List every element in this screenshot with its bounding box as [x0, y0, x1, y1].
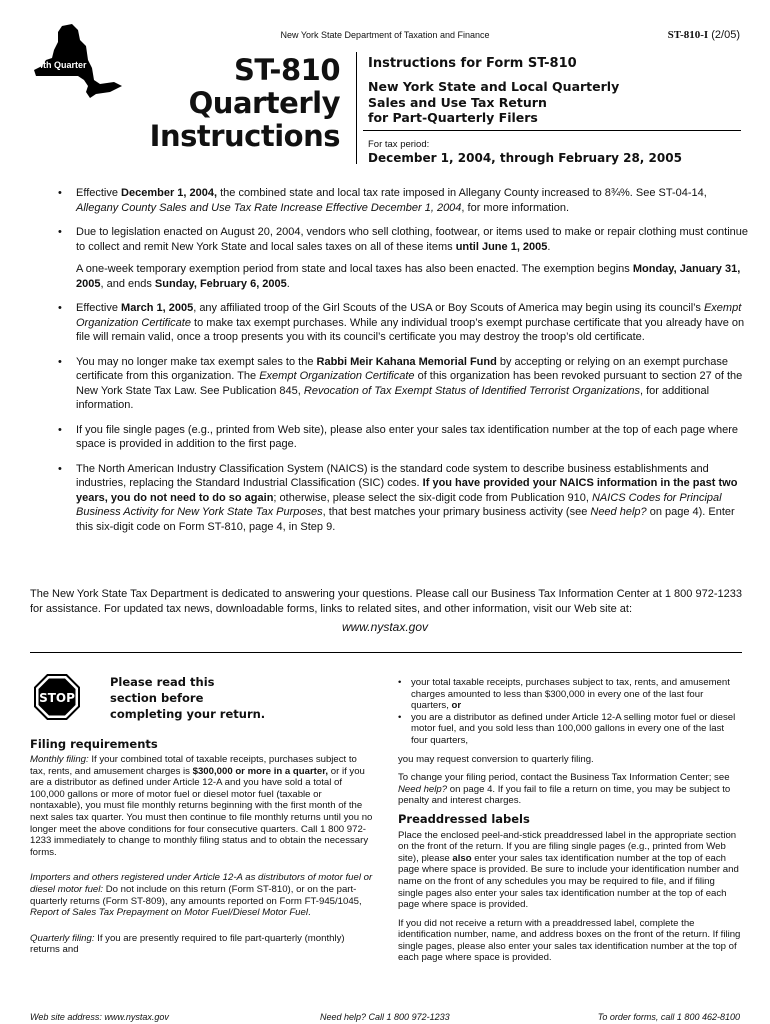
stop-sign-icon [34, 674, 80, 720]
filing-requirements-heading: Filing requirements [30, 737, 158, 751]
form-subtitle: New York State and Local Quarterly Sales and Use Tax Return for Part-Quarterly Filers [368, 79, 620, 125]
quarterly-filing-paragraph: Quarterly filing: If you are presently required to file part-quarterly (monthly) returns and [30, 932, 345, 956]
header-divider-vertical [356, 52, 357, 164]
change-period-paragraph: To change your filing period, contact the Business Tax Information Center; see Need help? on page 4. If you fail to file a return on time, you may be subject to penalty and interest charges. [398, 772, 731, 807]
preaddressed-labels-heading: Preaddressed labels [398, 811, 530, 826]
list-item: • If you file single pages (e.g., printed from Web site), please also enter your sales tax identification number at the top of each page where space is provided in addition to the first page. [58, 423, 739, 450]
list-item: • Due to legislation enacted on August 20, 2004, vendors who sell clothing, footwear, or items used to make or repair clothing must continue to collect and remit New York State and local sales taxes on all of these items until June 1, 2005. [58, 226, 749, 253]
filing-requirements-text [30, 754, 373, 965]
no-label-paragraph: If you did not receive a return with a preaddressed label, complete the identification number, name, and address boxes on the front of the return. If filing single pages, please also enter your sales tax identification number at the top of each page where space is provided. [398, 917, 741, 964]
footer-website: Web site address: www.nystax.gov [30, 1012, 169, 1022]
website-link[interactable]: www.nystax.gov [341, 620, 429, 634]
page-title: ST-810 Quarterly Instructions [149, 53, 340, 153]
right-column-text [398, 677, 741, 971]
section-divider [30, 652, 742, 653]
labels-paragraph: Place the enclosed peel-and-stick preaddressed label in the appropriate section on the front of the return. If you are filing single pages (e.g., printed from Web site), please also enter your sales tax identification number at the top of each page where space is provided. Be sure to include your identification number and name on the front of any schedules you may be required to file, and if filing single pages also enter your sales tax identification number at the top of each page where space is provided. [398, 829, 739, 911]
form-code: ST-810-I (2/05) [667, 29, 740, 41]
stop-sign-text: STOP [39, 691, 75, 705]
department-name: New York State Department of Taxation and Finance [280, 30, 490, 40]
conversion-paragraph: you may request conversion to quarterly filing. [398, 753, 594, 765]
tax-period: December 1, 2004, through February 28, 2005 [368, 151, 682, 165]
list-item-paragraph: A one-week temporary exemption period from state and local taxes has also been enacted. The exemption begins Monday, January 31, 2005, and ends Sunday, February 6, 2005. [76, 263, 741, 290]
list-item: • The North American Industry Classification System (NAICS) is the standard code system to describe business establishments and industries, replacing the Standard Industrial Classification (SIC) codes. If you have provided your NAICS information in the past two years, you do not need to do so again; otherwise, please select the six-digit code from Publication 910, NAICS Codes for Principal Business Activity for New York State Tax Purposes, that best matches your primary business activity (see Need help? on page 4). Enter this six-digit code on Form ST-810, page 4, in Step 9. [58, 462, 738, 533]
header-divider-horizontal [363, 130, 741, 131]
footer-order-forms: To order forms, call 1 800 462-8100 [597, 1012, 740, 1022]
list-item: • Effective March 1, 2005, any affiliated troop of the Girl Scouts of the USA or Boy Scouts of America may begin using its council’s Exempt Organization Certificate to make tax exempt purchases. While any individual troop’s exempt purchase certificate that you already have on file will remain valid, once a troop presents you with its council’s certificate you may destroy the troop’s old certificate. [58, 302, 745, 343]
list-item: • you are a distributor as defined under Article 12-A selling motor fuel or diesel motor fuel, and you sold less than 100,000 gallons in every one of the last four quarters, [398, 711, 736, 746]
importers-paragraph: Importers and others registered under Article 12-A as distributors of motor fuel or diesel motor fuel: Do not include on this return (Form ST-810), or on the part-quarterly returns (Form ST-809), any amounts reported on Form FT-945/1045, Report of Sales Tax Prepayment on Motor Fuel/Diesel Motor Fuel. [30, 872, 373, 919]
list-item: • your total taxable receipts, purchases subject to tax, rents, and amusement charges amounted to less than $300,000 in every one of the last four quarters, or [398, 677, 730, 712]
instructions-heading: Instructions for Form ST-810 [368, 56, 577, 71]
footer-help: Need help? Call 1 800 972-1233 [320, 1012, 450, 1022]
list-item: • Effective December 1, 2004, the combined state and local tax rate imposed in Allegany County increased to 8¾%. See ST-04-14, Allegany County Sales and Use Tax Rate Increase Effective December 1, 2004, for more information. [58, 187, 707, 214]
closing-paragraph: The New York State Tax Department is dedicated to answering your questions. Please call our Business Tax Information Center at 1 800 972-1233 for assistance. For updated tax news, downloadable forms, links to related sites, and other information, visit our Web site at: [30, 588, 742, 615]
list-item: • You may no longer make tax exempt sales to the Rabbi Meir Kahana Memorial Fund by accepting or relying on an exempt purchase certificate from this organization. The Exempt Organization Certificate of this organization has been revoked pursuant to section 27 of the New York State Tax Law. See Publication 845, Revocation of Tax Exempt Status of Identified Terrorist Organizations, for additional information. [58, 355, 743, 411]
monthly-filing-paragraph: Monthly filing: If your combined total of taxable receipts, purchases subject to tax, rents, and amusement charges is $300,000 or more in a quarter, or if you are a distributor as defined under Article 12-A and you have sold a total of 100,000 gallons or more of motor fuel or diesel motor fuel (taxable or nontaxable), you must file monthly returns beginning with the first month of the next sales tax quarter. You must then continue to file monthly returns until you no longer meet the above conditions for four consecutive quarters. Call 1 800 972-1233 immediately to change to monthly filing status and to obtain the necessary forms. [30, 754, 373, 858]
read-notice: Please read this section before completing your return. [110, 675, 266, 721]
bullet-list [58, 186, 748, 544]
tax-period-label: For tax period: [368, 139, 430, 150]
quarter-label: 4th Quarter [38, 60, 87, 70]
